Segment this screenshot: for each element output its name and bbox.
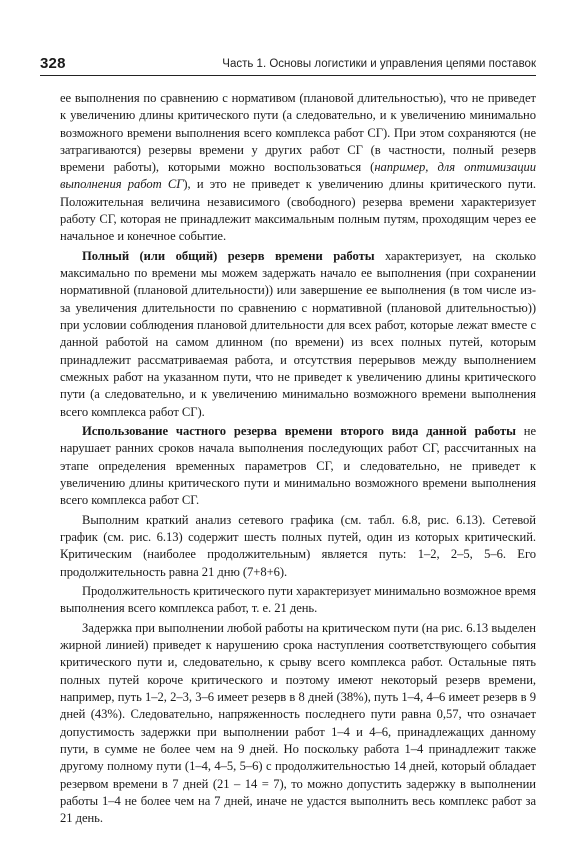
paragraph-text: ), и это не приведет к увеличению длины критического пути. Положительная величина независимого (свободного) резерва времени характеризует работу СГ, которая не принадлежит максимальным полным путям, проходящим через ее начальное и конечное событие. — [60, 177, 536, 244]
paragraph — [60, 583, 536, 618]
page-number: 328 — [40, 55, 66, 72]
paragraph — [60, 512, 536, 581]
paragraph — [60, 620, 536, 828]
paragraph — [60, 248, 536, 421]
paragraph-text: характеризует, на сколько максимально по времени мы можем задержать начало ее выполнения (при сохранении нормативной (плановой длительности)) или завершение ее выполнения (в том числе из-за увеличения длительности по сравнению с нормативной (плановой длительностью)) при условии соблюдения плановой длительности для всех работ, которые лежат вместе с данной работой на самом длинном (по времени) из всех полных путей, которым принадлежит рассматриваемая работа, и отсутствия перерывов между выполнением смежных работ на указанном пути, что не приведет к увеличению длины критического пути (а следовательно, и к увеличению минимально возможного времени выполнения всего комплекса работ СГ). — [60, 248, 536, 419]
paragraph-text: Продолжительность критического пути характеризует минимально возможное время выполнения всего комплекса работ, т. е. 21 день. — [60, 584, 536, 616]
paragraph — [60, 90, 536, 246]
paragraph-text: ее выполнения по сравнению с нормативом (плановой длительностью), что не приведет к увеличению длины критического пути (а следовательно, и к увеличению минимально возможного времени выполнения всего комплекса работ СГ). При этом сохраняются (не затрагиваются) резервы времени у других работ СГ (в частности, полный резерв времени работы), которыми можно воспользоваться ( — [60, 91, 536, 175]
defined-term: Полный (или общий) резерв времени работы — [82, 248, 375, 263]
defined-term: Использование частного резерва времени второго вида данной работы — [82, 424, 516, 439]
page-body — [60, 90, 536, 830]
paragraph-text: не нарушает ранних сроков начала выполнения последующих работ СГ, рассчитанных на этапе определения временных параметров СГ, и следовательно, не приведет к увеличению длины критического пути и минимально возможного времени выполнения всего комплекса работ СГ. — [60, 424, 537, 508]
page-header — [40, 57, 536, 76]
paragraph — [60, 423, 536, 509]
running-title: Часть 1. Основы логистики и управления цепями поставок — [222, 58, 536, 70]
italic-text: например, для оптимизации выполнения работ СГ — [60, 160, 536, 192]
paragraph-text: Выполним краткий анализ сетевого графика (см. табл. 6.8, рис. 6.13). Сетевой график (см. рис. 6.13) содержит шесть полных путей, один из которых критический. Критическим (наиболее продолжительным) является путь: 1–2, 2–5, 5–6. Его продолжительность равна 21 дню (7+8+6). — [60, 512, 536, 579]
paragraph-text: Задержка при выполнении любой работы на критическом пути (на рис. 6.13 выделен жирной линией) приведет к нарушению срока наступления соответствующего события критического пути и, следовательно, к срыву всего комплекса работ. Остальные пять полных путей короче критического и поэтому имеют некоторый резерв времени, например, путь 1–2, 2–3, 3–6 имеет резерв в 8 дней (38%), путь 1–4, 4–6 имеет резерв в 9 дней (43%). Следовательно, напряженность последнего пути равна 0,57, что означает допустимость задержки при выполнении работ 1–4 и 4–6, принадлежащих данному пути, в сумме не более чем на 9 дней. Но поскольку работа 1–4 принадлежит также другому полному пути (1–4, 4–5, 5–6) с продолжительностью 14 дней, который обладает резервом времени в 7 дней (21 – 14 = 7), то можно допустить задержку в выполнении работы 1–4 не более чем на 7 дней, иначе не удастся выполнить весь комплекс работ за 21 день. — [60, 620, 536, 826]
